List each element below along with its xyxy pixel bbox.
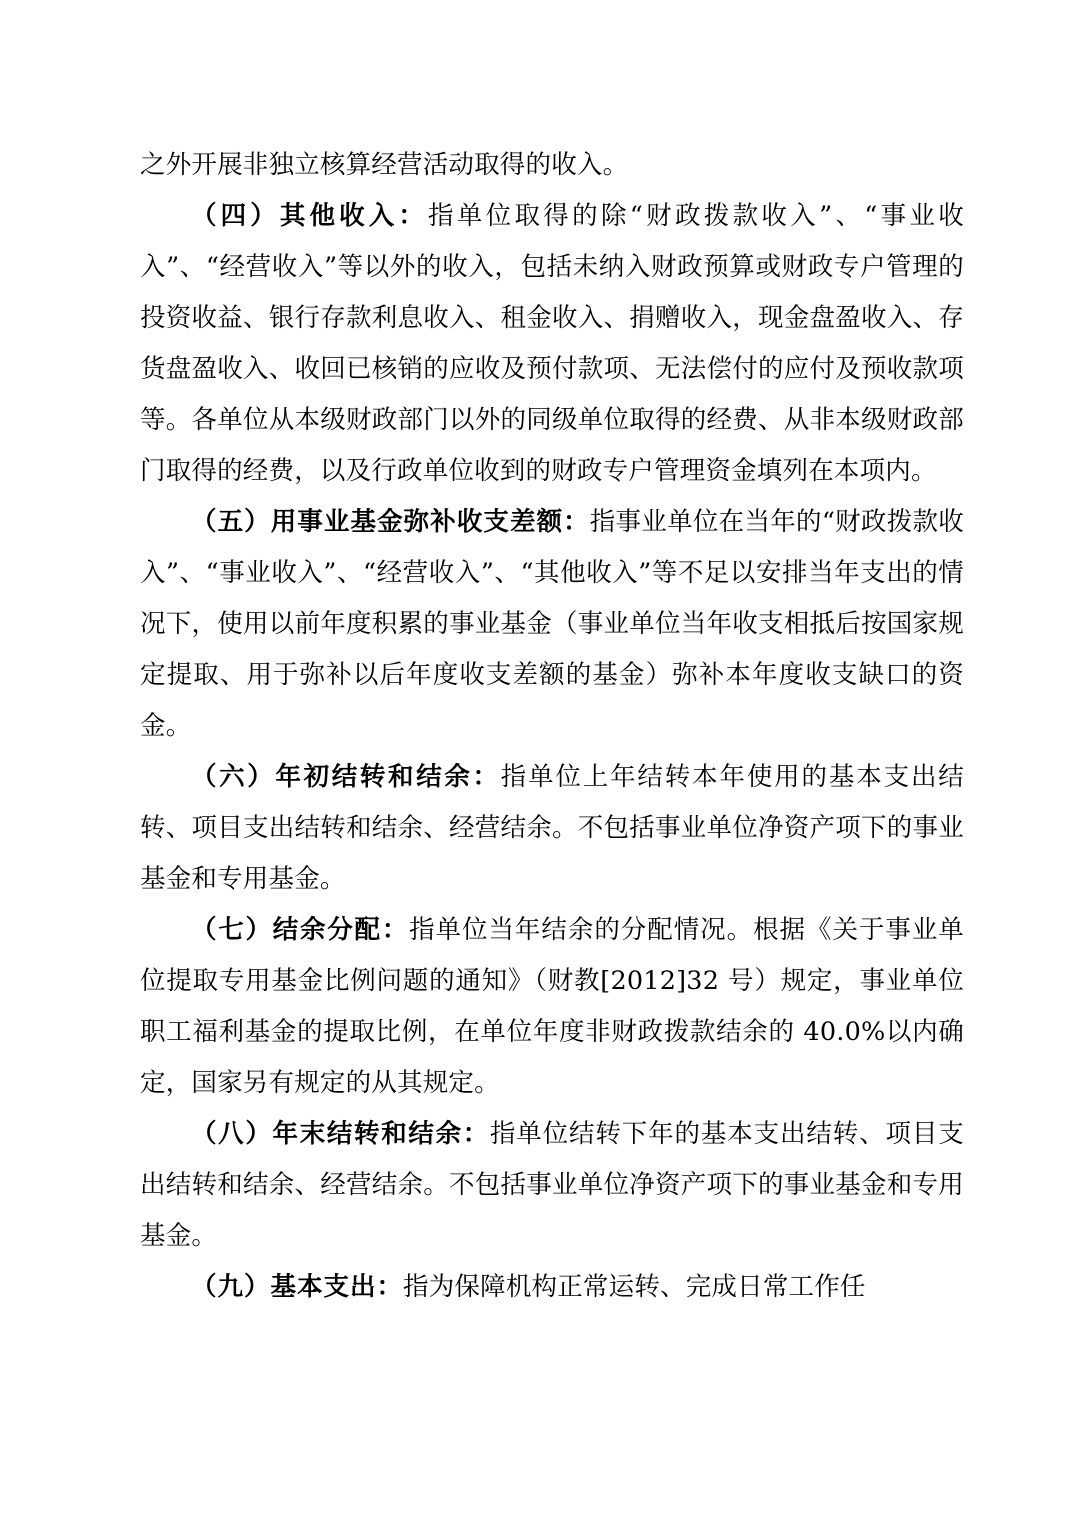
paragraph-heading: （九）基本支出： — [191, 1272, 404, 1302]
paragraph-item-7 — [140, 905, 964, 1109]
paragraph-item-6 — [140, 752, 964, 905]
paragraph-heading: （八）年末结转和结余： — [191, 1119, 490, 1149]
paragraph-item-4 — [140, 191, 964, 497]
paragraph-text: 之外开展非独立核算经营活动取得的收入。 — [140, 150, 629, 180]
paragraph-heading: （六）年初结转和结余： — [191, 762, 501, 792]
paragraph-text: 指单位当年结余的分配情况。根据《关于事业单位提取专用基金比例问题的通知》（财教[2012]32 号）规定，事业单位职工福利基金的提取比例，在单位年度非财政拨款结余的 40.0%以内确定，国家另有规定的从其规定。 — [140, 915, 964, 1098]
document-body — [140, 140, 964, 1313]
paragraph-heading: （四）其他收入： — [191, 201, 428, 231]
paragraph-item-8 — [140, 1109, 964, 1262]
paragraph-text: 指单位结转下年的基本支出结转、项目支出结转和结余、经营结余。不包括事业单位净资产项下的事业基金和专用基金。 — [140, 1119, 964, 1251]
paragraph-item-9 — [140, 1262, 964, 1313]
paragraph-text: 指为保障机构正常运转、完成日常工作任 — [403, 1272, 866, 1302]
paragraph-text: 指单位上年结转本年使用的基本支出结转、项目支出结转和结余、经营结余。不包括事业单位净资产项下的事业基金和专用基金。 — [140, 762, 964, 894]
paragraph-item-5 — [140, 497, 964, 752]
paragraph-text: 指事业单位在当年的“财政拨款收入”、“事业收入”、“经营收入”、“其他收入”等不足以安排当年支出的情况下，使用以前年度积累的事业基金（事业单位当年收支相抵后按国家规定提取、用于弥补以后年度收支差额的基金）弥补本年度收支缺口的资金。 — [140, 507, 964, 741]
paragraph-text: 指单位取得的除“财政拨款收入”、“事业收入”、“经营收入”等以外的收入，包括未纳入财政预算或财政专户管理的投资收益、银行存款利息收入、租金收入、捐赠收入，现金盘盈收入、存货盘盈收入、收回已核销的应收及预付款项、无法偿付的应付及预收款项等。各单位从本级财政部门以外的同级单位取得的经费、从非本级财政部门取得的经费，以及行政单位收到的财政专户管理资金填列在本项内。 — [140, 201, 964, 486]
paragraph-continued — [140, 140, 964, 191]
paragraph-heading: （七）结余分配： — [191, 915, 410, 945]
paragraph-heading: （五）用事业基金弥补收支差额： — [191, 507, 590, 537]
